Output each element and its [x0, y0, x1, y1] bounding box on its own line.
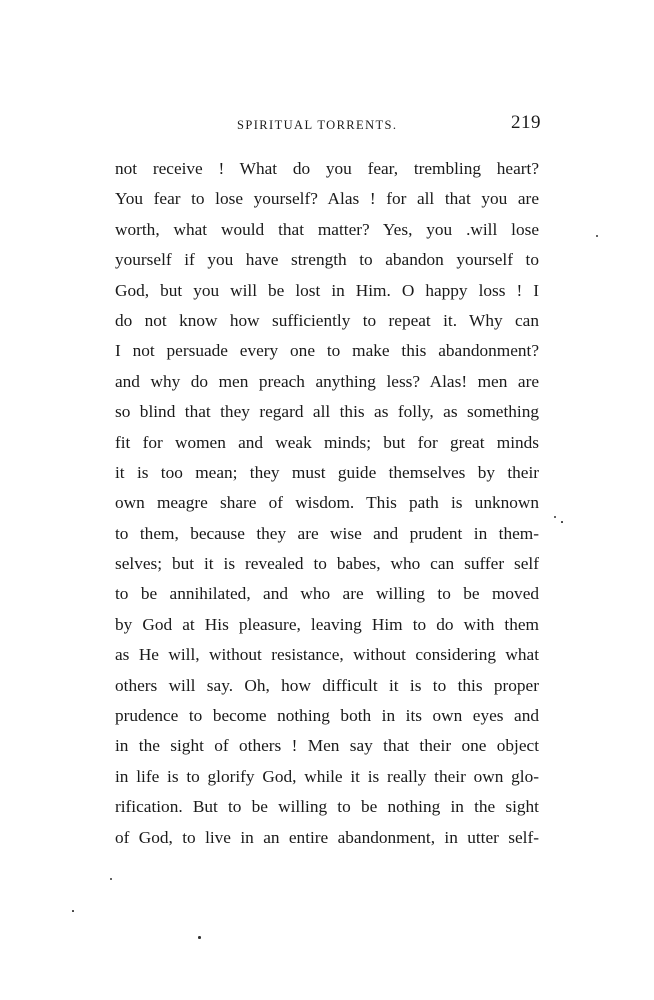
- text-line: You fear to lose yourself? Alas ! for all that you are: [115, 189, 539, 209]
- text-line: by God at His pleasure, leaving Him to do with them: [115, 614, 539, 634]
- scan-speck: [596, 235, 598, 237]
- text-line: prudence to become nothing both in its own eyes and: [115, 706, 539, 726]
- scan-speck: [554, 516, 556, 518]
- text-line: others will say. Oh, how difficult it is to this proper: [115, 675, 539, 695]
- text-line: selves; but it is revealed to babes, who can suffer self: [115, 554, 539, 574]
- text-line: to be annihilated, and who are willing to be moved: [115, 584, 539, 604]
- running-head: [115, 112, 541, 140]
- text-line: it is too mean; they must guide themselves by their: [115, 462, 539, 482]
- text-line: yourself if you have strength to abandon yourself to: [115, 250, 539, 270]
- text-line: God, but you will be lost in Him. O happy loss ! I: [115, 280, 539, 300]
- page-number: 219: [511, 112, 541, 133]
- text-line: as He will, without resistance, without considering what: [115, 645, 539, 665]
- scan-speck: [198, 936, 201, 939]
- scan-speck: [72, 910, 74, 912]
- running-title: SPIRITUAL TORRENTS.: [237, 118, 398, 132]
- scan-speck: [561, 521, 563, 523]
- text-line: do not know how sufficiently to repeat it. Why can: [115, 310, 539, 330]
- text-line: to them, because they are wise and prudent in them-: [115, 523, 539, 543]
- text-line: rification. But to be willing to be nothing in the sight: [115, 797, 539, 817]
- text-line: so blind that they regard all this as folly, as something: [115, 402, 539, 422]
- text-line: of God, to live in an entire abandonment, in utter self-: [115, 827, 539, 847]
- text-line: in life is to glorify God, while it is really their own glo-: [115, 766, 539, 786]
- body-text: [115, 154, 539, 853]
- text-line: I not persuade every one to make this abandonment?: [115, 341, 539, 361]
- text-line: in the sight of others ! Men say that their one object: [115, 736, 539, 756]
- scan-speck: [110, 878, 112, 880]
- text-line: worth, what would that matter? Yes, you .will lose: [115, 219, 539, 239]
- text-line: and why do men preach anything less? Alas! men are: [115, 371, 539, 391]
- text-line: not receive ! What do you fear, trembling heart?: [115, 159, 539, 178]
- text-line: fit for women and weak minds; but for great minds: [115, 432, 539, 452]
- text-line: own meagre share of wisdom. This path is unknown: [115, 493, 539, 513]
